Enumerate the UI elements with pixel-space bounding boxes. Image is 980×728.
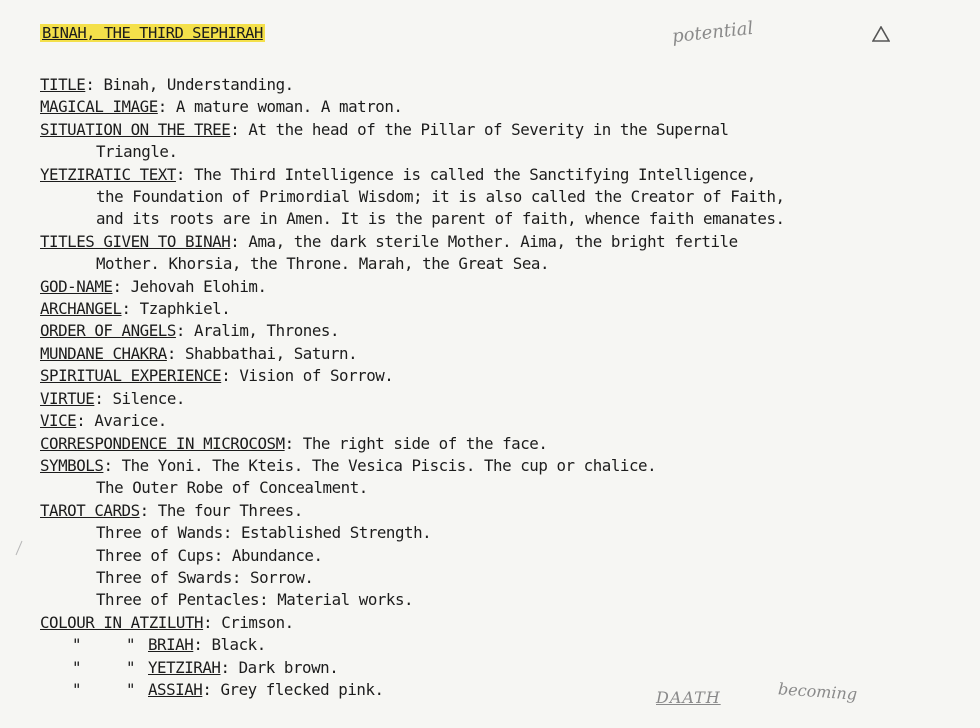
entry-label: TITLE (40, 75, 86, 94)
entry-archangel: ARCHANGEL: Tzaphkiel. (40, 299, 231, 319)
entry-label: COLOUR IN ATZILUTH (40, 612, 204, 632)
ditto-mark: " (126, 635, 136, 655)
entry-text: Crimson. (221, 612, 294, 632)
entry-text: Avarice. (94, 411, 167, 431)
colour-row-yetzirah: " " YETZIRAH: Dark brown. (40, 657, 975, 679)
entry-text: Binah, Understanding. (103, 75, 294, 94)
entry-label: YETZIRATIC TEXT (40, 164, 176, 184)
page-title: BINAH, THE THIRD SEPHIRAH (42, 24, 263, 42)
entry-correspondence: CORRESPONDENCE IN MICROCOSM: The right side of the face. (40, 433, 548, 453)
entry-text: Vision of Sorrow. (239, 366, 394, 386)
entry-text: A mature woman. A matron. (175, 97, 403, 117)
entry-continuation: The Outer Robe of Concealment. (96, 478, 368, 498)
entry-title: TITLE: Binah, Understanding. (40, 75, 294, 94)
colour-row-briah: " " BRIAH: Black. (40, 634, 975, 656)
entry-mundane-chakra: MUNDANE CHAKRA: Shabbathai, Saturn. (40, 343, 358, 363)
ditto-mark: " (72, 657, 82, 677)
entry-label: GOD-NAME (40, 276, 113, 296)
ditto-mark: " (72, 635, 82, 655)
entry-label: VIRTUE (40, 388, 95, 408)
entry-text: At the head of the Pillar of Severity in the Supernal (248, 119, 729, 139)
entry-label: SYMBOLS (40, 455, 104, 475)
entry-label: TITLES GIVEN TO BINAH (40, 231, 231, 251)
entry-continuation: and its roots are in Amen. It is the parent of faith, whence faith emanates. (96, 209, 785, 229)
tarot-item: Three of Pentacles: Material works. (96, 590, 414, 610)
triangle-icon (872, 26, 890, 42)
entry-text: Silence. (112, 388, 185, 408)
entry-label: ARCHANGEL (40, 299, 122, 319)
colour-label: YETZIRAH (148, 657, 221, 677)
entry-colour-atziluth: COLOUR IN ATZILUTH: Crimson. (40, 612, 294, 632)
entry-label: ORDER OF ANGELS (40, 321, 176, 341)
colour-text: Grey flecked pink. (220, 679, 384, 699)
document-body (40, 74, 975, 704)
colour-row-assiah: " " ASSIAH: Grey flecked pink. (40, 679, 975, 701)
entry-label: TAROT CARDS (40, 500, 140, 520)
entry-continuation: Triangle. (96, 142, 178, 162)
entry-order-of-angels: ORDER OF ANGELS: Aralim, Thrones. (40, 321, 340, 341)
handwritten-note-becoming: becoming (777, 679, 858, 704)
colour-text: Dark brown. (238, 657, 339, 677)
entry-text: The Third Intelligence is called the Sanctifying Intelligence, (194, 164, 756, 184)
handwritten-note-potential: potential (671, 17, 755, 48)
entry-label: MAGICAL IMAGE (40, 97, 158, 117)
entry-label: CORRESPONDENCE IN MICROCOSM (40, 433, 285, 453)
entry-text: The right side of the face. (302, 433, 548, 453)
entry-tarot-cards: TAROT CARDS: The four Threes. (40, 500, 303, 520)
entry-label: VICE (40, 411, 77, 431)
entry-spiritual-experience: SPIRITUAL EXPERIENCE: Vision of Sorrow. (40, 366, 394, 386)
entry-yetziratic-text: YETZIRATIC TEXT: The Third Intelligence is called the Sanctifying Intelligence, (40, 164, 756, 184)
handwritten-note-daath: DAATH (656, 688, 721, 707)
entry-virtue: VIRTUE: Silence. (40, 388, 185, 408)
entry-titles-given: TITLES GIVEN TO BINAH: Ama, the dark sterile Mother. Aima, the bright fertile (40, 231, 738, 251)
entry-label: SPIRITUAL EXPERIENCE (40, 366, 222, 386)
entry-god-name: GOD-NAME: Jehovah Elohim. (40, 276, 267, 296)
entry-text: Jehovah Elohim. (130, 276, 267, 296)
entry-text: The Yoni. The Kteis. The Vesica Piscis. The cup or chalice. (121, 455, 657, 475)
ditto-mark: " (126, 657, 136, 677)
entry-text: Aralim, Thrones. (194, 321, 340, 341)
entry-text: Ama, the dark sterile Mother. Aima, the bright fertile (248, 231, 738, 251)
entry-magical-image: MAGICAL IMAGE: A mature woman. A matron. (40, 97, 403, 117)
tarot-item: Three of Swards: Sorrow. (96, 567, 314, 587)
entry-symbols: SYMBOLS: The Yoni. The Kteis. The Vesica Piscis. The cup or chalice. (40, 455, 657, 475)
entry-situation: SITUATION ON THE TREE: At the head of the Pillar of Severity in the Supernal (40, 119, 729, 139)
entry-text: Tzaphkiel. (139, 299, 231, 319)
entry-continuation: the Foundation of Primordial Wisdom; it is also called the Creator of Faith, (96, 187, 785, 207)
entry-label: SITUATION ON THE TREE (40, 119, 231, 139)
entry-continuation: Mother. Khorsia, the Throne. Marah, the Great Sea. (96, 254, 550, 274)
ditto-mark: " (72, 679, 82, 699)
tarot-item: Three of Wands: Established Strength. (96, 523, 432, 543)
entry-text: Shabbathai, Saturn. (184, 343, 358, 363)
entry-label: MUNDANE CHAKRA (40, 343, 167, 363)
tarot-item: Three of Cups: Abundance. (96, 545, 323, 565)
pencil-mark-icon (14, 540, 24, 556)
entry-text: The four Threes. (157, 500, 303, 520)
colour-text: Black. (211, 635, 266, 655)
entry-vice: VICE: Avarice. (40, 411, 167, 431)
colour-label: BRIAH (148, 635, 194, 655)
colour-label: ASSIAH (148, 679, 203, 699)
ditto-mark: " (126, 679, 136, 699)
